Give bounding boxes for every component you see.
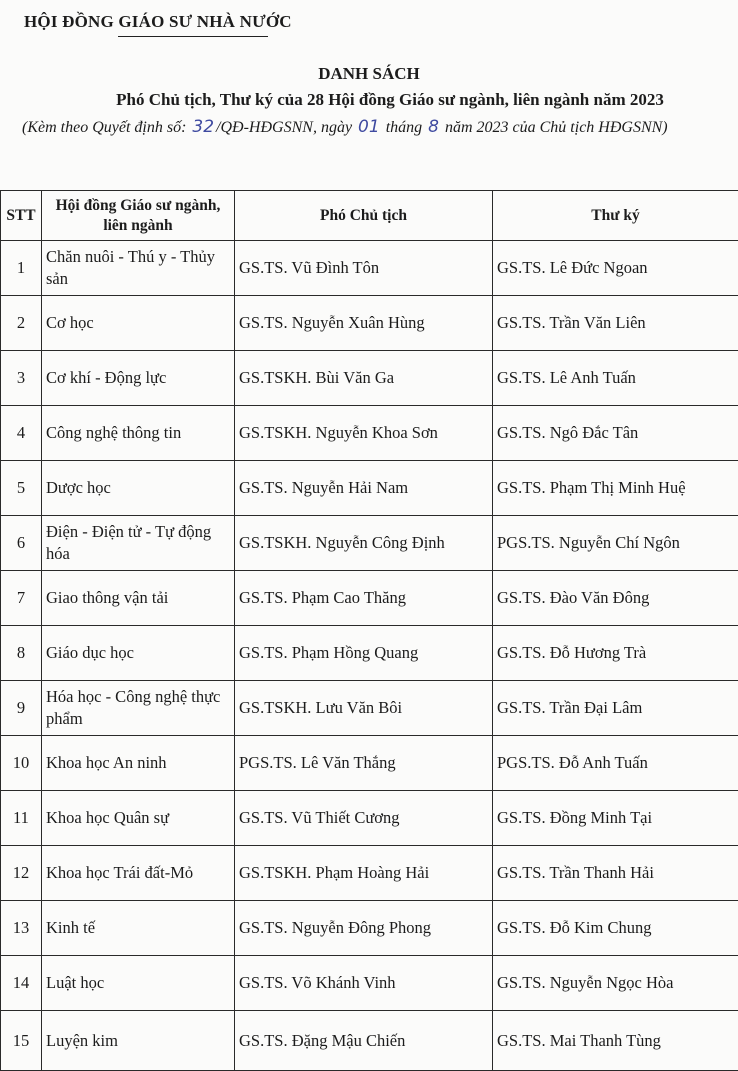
row-number: 10 — [1, 736, 42, 791]
row-number: 15 — [1, 1011, 42, 1071]
document-title: DANH SÁCH — [0, 64, 738, 84]
secretary-name: GS.TS. Đồng Minh Tại — [493, 791, 738, 846]
council-name: Điện - Điện tử - Tự động hóa — [42, 516, 235, 571]
council-name: Luyện kim — [42, 1011, 235, 1071]
vice-chair-name: GS.TSKH. Phạm Hoàng Hải — [235, 846, 493, 901]
council-name: Hóa học - Công nghệ thực phẩm — [42, 681, 235, 736]
table-header-row — [1, 191, 738, 241]
secretary-name: GS.TS. Trần Văn Liên — [493, 296, 738, 351]
row-number: 1 — [1, 241, 42, 296]
vice-chair-name: GS.TS. Nguyễn Đông Phong — [235, 901, 493, 956]
council-name: Công nghệ thông tin — [42, 406, 235, 461]
secretary-name: GS.TS. Ngô Đắc Tân — [493, 406, 738, 461]
column-header-secretary: Thư ký — [493, 191, 738, 241]
secretary-name: GS.TS. Lê Anh Tuấn — [493, 351, 738, 406]
row-number: 2 — [1, 296, 42, 351]
table-row — [1, 846, 738, 901]
vice-chair-name: GS.TS. Võ Khánh Vinh — [235, 956, 493, 1011]
secretary-name: PGS.TS. Nguyễn Chí Ngôn — [493, 516, 738, 571]
council-name: Giao thông vận tải — [42, 571, 235, 626]
decision-number: 32 — [190, 117, 216, 137]
vice-chair-name: PGS.TS. Lê Văn Thắng — [235, 736, 493, 791]
table-row — [1, 406, 738, 461]
council-table — [0, 190, 738, 1071]
vice-chair-name: GS.TSKH. Nguyễn Khoa Sơn — [235, 406, 493, 461]
council-name: Chăn nuôi - Thú y - Thủy sản — [42, 241, 235, 296]
document-subtitle: Phó Chủ tịch, Thư ký của 28 Hội đồng Giáo sư ngành, liên ngành năm 2023 — [0, 90, 738, 110]
table-row — [1, 461, 738, 516]
secretary-name: GS.TS. Đào Văn Đông — [493, 571, 738, 626]
row-number: 4 — [1, 406, 42, 461]
vice-chair-name: GS.TS. Đặng Mậu Chiến — [235, 1011, 493, 1071]
vice-chair-name: GS.TS. Vũ Đình Tôn — [235, 241, 493, 296]
secretary-name: GS.TS. Đỗ Kim Chung — [493, 901, 738, 956]
vice-chair-name: GS.TS. Nguyễn Hải Nam — [235, 461, 493, 516]
vice-chair-name: GS.TSKH. Nguyễn Công Định — [235, 516, 493, 571]
secretary-name: GS.TS. Phạm Thị Minh Huệ — [493, 461, 738, 516]
table-row — [1, 1011, 738, 1071]
vice-chair-name: GS.TS. Phạm Cao Thăng — [235, 571, 493, 626]
decision-reference — [22, 117, 738, 137]
table-row — [1, 901, 738, 956]
vice-chair-name: GS.TSKH. Bùi Văn Ga — [235, 351, 493, 406]
org-underline — [118, 36, 268, 37]
row-number: 6 — [1, 516, 42, 571]
table-row — [1, 736, 738, 791]
council-name: Khoa học Trái đất-Mỏ — [42, 846, 235, 901]
council-name: Cơ khí - Động lực — [42, 351, 235, 406]
column-header-council: Hội đồng Giáo sư ngành, liên ngành — [42, 191, 235, 241]
table-row — [1, 791, 738, 846]
row-number: 11 — [1, 791, 42, 846]
council-name: Dược học — [42, 461, 235, 516]
row-number: 9 — [1, 681, 42, 736]
row-number: 8 — [1, 626, 42, 681]
council-name: Giáo dục học — [42, 626, 235, 681]
table-row — [1, 626, 738, 681]
decision-prefix: (Kèm theo Quyết định số: — [22, 119, 186, 136]
row-number: 12 — [1, 846, 42, 901]
council-name: Luật học — [42, 956, 235, 1011]
organization-name: HỘI ĐỒNG GIÁO SƯ NHÀ NƯỚC — [24, 12, 292, 32]
table-row — [1, 571, 738, 626]
council-name: Cơ học — [42, 296, 235, 351]
council-name: Khoa học Quân sự — [42, 791, 235, 846]
secretary-name: GS.TS. Lê Đức Ngoan — [493, 241, 738, 296]
secretary-name: GS.TS. Đỗ Hương Trà — [493, 626, 738, 681]
council-name: Khoa học An ninh — [42, 736, 235, 791]
decision-day: 01 — [356, 117, 382, 137]
table-row — [1, 241, 738, 296]
decision-mid-1: /QĐ-HĐGSNN, ngày — [216, 119, 352, 136]
row-number: 7 — [1, 571, 42, 626]
row-number: 13 — [1, 901, 42, 956]
table-body — [1, 241, 738, 1071]
table-row — [1, 296, 738, 351]
column-header-stt: STT — [1, 191, 42, 241]
secretary-name: GS.TS. Nguyễn Ngọc Hòa — [493, 956, 738, 1011]
table-row — [1, 956, 738, 1011]
decision-month: 8 — [426, 117, 441, 137]
vice-chair-name: GS.TS. Vũ Thiết Cương — [235, 791, 493, 846]
row-number: 5 — [1, 461, 42, 516]
council-name: Kinh tế — [42, 901, 235, 956]
secretary-name: PGS.TS. Đỗ Anh Tuấn — [493, 736, 738, 791]
column-header-vice-chair: Phó Chủ tịch — [235, 191, 493, 241]
table-row — [1, 351, 738, 406]
row-number: 14 — [1, 956, 42, 1011]
secretary-name: GS.TS. Trần Đại Lâm — [493, 681, 738, 736]
row-number: 3 — [1, 351, 42, 406]
table-row — [1, 516, 738, 571]
table-row — [1, 681, 738, 736]
vice-chair-name: GS.TS. Nguyễn Xuân Hùng — [235, 296, 493, 351]
vice-chair-name: GS.TS. Phạm Hồng Quang — [235, 626, 493, 681]
vice-chair-name: GS.TSKH. Lưu Văn Bôi — [235, 681, 493, 736]
secretary-name: GS.TS. Mai Thanh Tùng — [493, 1011, 738, 1071]
decision-mid-2: tháng — [386, 119, 422, 136]
decision-suffix: năm 2023 của Chủ tịch HĐGSNN) — [445, 119, 668, 136]
secretary-name: GS.TS. Trần Thanh Hải — [493, 846, 738, 901]
